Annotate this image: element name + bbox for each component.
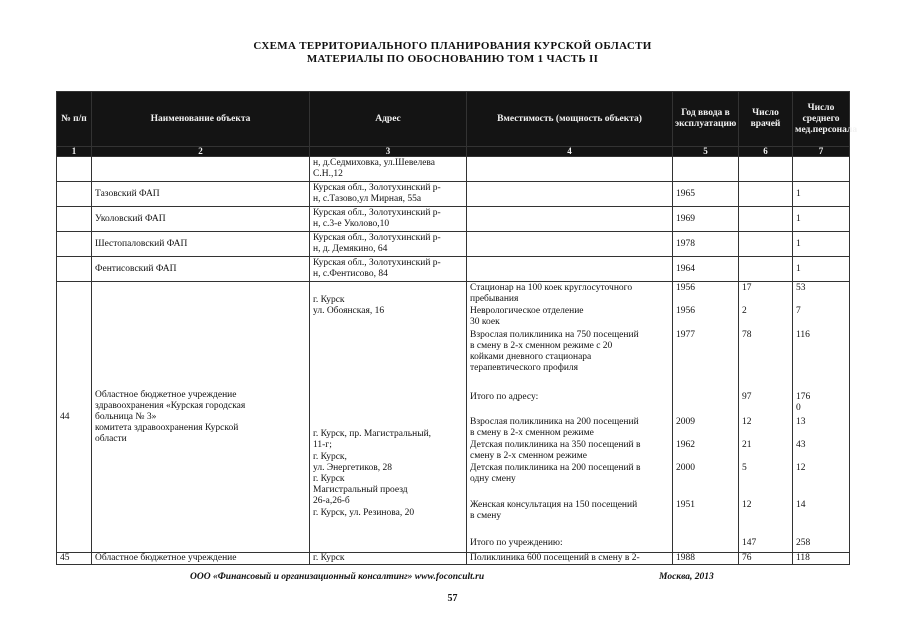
capacity-line: пребывания <box>470 294 519 304</box>
col-header-name: Наименование объекта <box>92 92 310 147</box>
doctors-value: 97 <box>742 392 752 402</box>
cell-num: 44 <box>57 282 92 553</box>
address-line: 11-г; <box>313 440 332 450</box>
doctors-value: 147 <box>742 538 757 548</box>
doctors-value: 5 <box>742 463 747 473</box>
cell-name: Шестопаловский ФАП <box>92 232 310 257</box>
cell-staff: 118 <box>793 553 850 565</box>
cell-staff: 1 <box>793 182 850 207</box>
capacity-line: Неврологическое отделение <box>470 306 584 316</box>
staff-value: 14 <box>796 500 806 510</box>
name-line: области <box>95 433 127 444</box>
cell-num <box>57 257 92 282</box>
staff-value: 12 <box>796 463 806 473</box>
col-header-year: Год ввода в эксплуатацию <box>673 92 739 147</box>
capacity-line: в смену <box>470 511 502 521</box>
doctors-value: 2 <box>742 306 747 316</box>
table-row-44 <box>57 282 850 553</box>
cell-doctors <box>739 157 793 182</box>
address-line: Курская обл., Золотухинский р- <box>313 233 441 243</box>
address-line: г. Курск, <box>313 452 347 462</box>
cell-name: Фентисовский ФАП <box>92 257 310 282</box>
facilities-table <box>56 91 858 565</box>
cell-address <box>310 207 467 232</box>
cell-capacity <box>467 257 673 282</box>
address-line: Магистральный проезд <box>313 485 408 495</box>
cell-address: г. Курск <box>310 553 467 565</box>
cell-doctors <box>739 257 793 282</box>
address-line: Курская обл., Золотухинский р- <box>313 183 441 193</box>
col-header-address: Адрес <box>310 92 467 147</box>
year-value: 1951 <box>676 500 695 510</box>
capacity-line: Стационар на 100 коек круглосуточного <box>470 283 633 293</box>
col-header-capacity: Вместимость (мощность объекта) <box>467 92 673 147</box>
address-line: ул. Энергетиков, 28 <box>313 463 392 473</box>
table-row <box>57 257 850 282</box>
cell-staff: 1 <box>793 207 850 232</box>
document-title-line2: МАТЕРИАЛЫ ПО ОБОСНОВАНИЮ ТОМ 1 ЧАСТЬ II <box>306 53 599 65</box>
cell-capacity <box>467 182 673 207</box>
cell-num <box>57 232 92 257</box>
capacity-line: Женская консультация на 150 посещений <box>470 500 638 510</box>
col-header-staff: Число среднего мед.персонала <box>793 92 850 147</box>
column-number-row <box>57 147 850 157</box>
col-header-num: № п/п <box>57 92 92 147</box>
doctors-value: 12 <box>742 417 752 427</box>
address-line: Курская обл., Золотухинский р- <box>313 208 441 218</box>
capacity-line: терапевтического профиля <box>470 363 579 373</box>
address-line: г. Курск <box>313 295 345 305</box>
capacity-line: в смену в 2-х сменном режиме <box>470 428 594 438</box>
cell-address <box>310 257 467 282</box>
capacity-line: одну смену <box>470 474 516 484</box>
name-line: Областное бюджетное учреждение <box>95 389 237 400</box>
cell-name <box>92 157 310 182</box>
footer-city-year: Москва, 2013 <box>659 572 714 582</box>
cell-address <box>310 232 467 257</box>
cell-year: 1988 <box>673 553 739 565</box>
year-value: 2000 <box>676 463 695 473</box>
cell-year: 1978 <box>673 232 739 257</box>
cell-year: 1965 <box>673 182 739 207</box>
staff-value: 53 <box>796 283 806 293</box>
capacity-line: Итого по учреждению: <box>470 538 563 548</box>
cell-name <box>92 282 310 553</box>
cell-address <box>310 157 467 182</box>
cell-doctors: 76 <box>739 553 793 565</box>
table-row <box>57 182 850 207</box>
address-line: н, д.Седмиховка, ул.Шевелева <box>313 158 436 168</box>
table-row <box>57 207 850 232</box>
cell-capacity: Поликлиника 600 посещений в смену в 2- <box>467 553 673 565</box>
cell-staff <box>793 282 850 553</box>
cell-capacity <box>467 282 673 553</box>
col-number: 3 <box>310 147 467 157</box>
doctors-value: 21 <box>742 440 752 450</box>
staff-value: 43 <box>796 440 806 450</box>
capacity-line: в смену в 2-х сменном режиме с 20 <box>470 341 613 351</box>
staff-value: 13 <box>796 417 806 427</box>
address-line: н, с.Тазово,ул Мирная, 55а <box>313 194 422 204</box>
address-line: С.Н.,12 <box>313 169 343 179</box>
capacity-line: Взрослая поликлиника на 200 посещений <box>470 417 639 427</box>
staff-value: 7 <box>796 306 801 316</box>
address-line: н, д. Демякино, 64 <box>313 244 388 254</box>
staff-value: 116 <box>796 330 810 340</box>
col-number: 4 <box>467 147 673 157</box>
document-title-line1: СХЕМА ТЕРРИТОРИАЛЬНОГО ПЛАНИРОВАНИЯ КУРСКОЙ ОБЛАСТИ <box>253 40 652 52</box>
staff-value: 258 <box>796 538 811 548</box>
cell-year <box>673 157 739 182</box>
year-value: 1962 <box>676 440 695 450</box>
year-value: 1956 <box>676 283 695 293</box>
table-row-45 <box>57 553 850 565</box>
year-value: 1977 <box>676 330 695 340</box>
capacity-line: Детская поликлиника на 350 посещений в <box>470 440 641 450</box>
cell-name: Тазовский ФАП <box>92 182 310 207</box>
cell-doctors <box>739 282 793 553</box>
cell-year: 1969 <box>673 207 739 232</box>
cell-staff: 1 <box>793 257 850 282</box>
address-line: ул. Обоянская, 16 <box>313 306 385 316</box>
doctors-value: 17 <box>742 283 752 293</box>
footer-company: ООО «Финансовый и организационный консалтинг» www.foconcult.ru <box>190 572 485 582</box>
address-line: г. Курск <box>313 474 345 484</box>
col-number: 6 <box>739 147 793 157</box>
col-number: 5 <box>673 147 739 157</box>
address-line: н, с.3-е Уколово,10 <box>313 219 390 229</box>
capacity-line: Взрослая поликлиника на 750 посещений <box>470 330 639 340</box>
name-line: комитета здравоохранения Курской <box>95 422 239 433</box>
address-line: 26-а,26-б <box>313 496 350 506</box>
col-header-doctors: Число врачей <box>739 92 793 147</box>
cell-capacity <box>467 157 673 182</box>
name-line: больница № 3» <box>95 411 157 422</box>
capacity-line: смену в 2-х сменном режиме <box>470 451 587 461</box>
cell-num: 45 <box>57 553 92 565</box>
cell-capacity <box>467 232 673 257</box>
cell-address <box>310 282 467 553</box>
doctors-value: 12 <box>742 500 752 510</box>
cell-year: 1964 <box>673 257 739 282</box>
address-line: г. Курск, пр. Магистральный, <box>313 429 432 439</box>
cell-doctors <box>739 207 793 232</box>
cell-doctors <box>739 182 793 207</box>
capacity-line: 30 коек <box>470 317 500 327</box>
capacity-line: койками дневного стационара <box>470 352 592 362</box>
cell-num <box>57 182 92 207</box>
capacity-line: Итого по адресу: <box>470 392 539 402</box>
capacity-line: Детская поликлиника на 200 посещений в <box>470 463 641 473</box>
cell-num <box>57 157 92 182</box>
cell-staff <box>793 157 850 182</box>
col-number: 2 <box>92 147 310 157</box>
name-line: здравоохранения «Курская городская <box>95 400 246 411</box>
col-number: 7 <box>793 147 850 157</box>
col-number: 1 <box>57 147 92 157</box>
cell-staff: 1 <box>793 232 850 257</box>
table-row <box>57 157 850 182</box>
doctors-value: 78 <box>742 330 752 340</box>
cell-doctors <box>739 232 793 257</box>
cell-num <box>57 207 92 232</box>
table-header-row <box>57 92 850 147</box>
cell-address <box>310 182 467 207</box>
address-line: н, с.Фентисово, 84 <box>313 269 388 279</box>
cell-capacity <box>467 207 673 232</box>
cell-name: Областное бюджетное учреждение <box>92 553 310 565</box>
cell-name: Уколовский ФАП <box>92 207 310 232</box>
cell-year <box>673 282 739 553</box>
address-line: Курская обл., Золотухинский р- <box>313 258 441 268</box>
staff-value: 176 <box>796 392 811 402</box>
staff-value: 0 <box>796 403 801 413</box>
page-number: 57 <box>447 593 458 604</box>
year-value: 1956 <box>676 306 695 316</box>
year-value: 2009 <box>676 417 695 427</box>
table-row <box>57 232 850 257</box>
address-line: г. Курск, ул. Резинова, 20 <box>313 508 415 518</box>
